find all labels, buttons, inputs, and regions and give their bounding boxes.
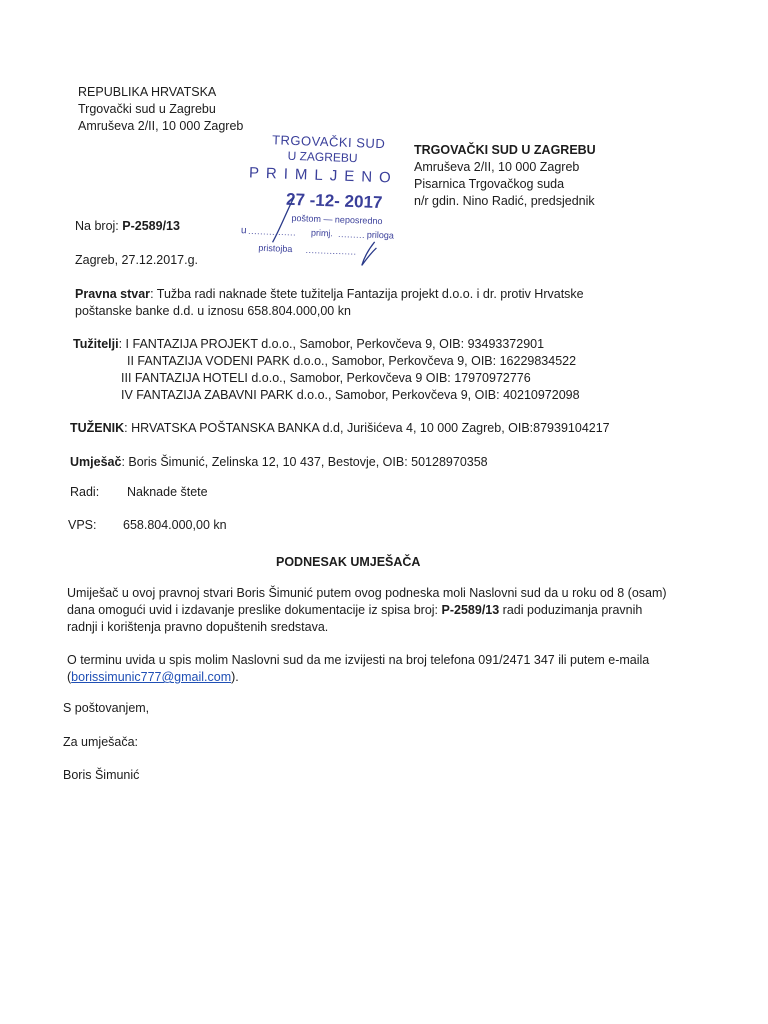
subject-label: Radi: [70,485,100,499]
stamp-row1: poštom — neposredno [291,212,383,227]
plaintiff-2: II FANTAZIJA VODENI PARK d.o.o., Samobor, Perkovčeva 9, OIB: 16229834522 [127,354,577,368]
received-stamp [230,128,415,276]
body-p1-text-a: Umiješač u ovoj pravnoj stvari Boris Šimunić putem ovog podneska moli Naslovni sud da u roku od 8 (osam) dana omogući uvid i izdavanje preslike dokumentacije iz spisa broj: [67,586,667,617]
legal-matter-line2: poštanske banke d.d. u iznosu 658.804.000,00 kn [75,304,351,318]
subject-value: Naknade štete [127,485,208,499]
plaintiff-3: III FANTAZIJA HOTELI d.o.o., Samobor, Perkovčeva 9 OIB: 17970972776 [121,371,531,385]
body-p2-text-a: O terminu uvida u spis molim Naslovni sud da me izvijesti na broj telefona 091/2471 347 ili putem e-maila ( [67,653,650,684]
court-header-line2: Trgovački sud u Zagrebu [78,102,216,116]
case-number [75,218,180,234]
legal-matter-label: Pravna stvar [75,287,151,301]
claim-value: 658.804.000,00 kn [123,518,227,532]
case-number-value: P-2589/13 [122,219,180,233]
defendant-text: : HRVATSKA POŠTANSKA BANKA d.d, Jurišićeva 4, 10 000 Zagreb, OIB:87939104217 [124,421,610,435]
email-link[interactable]: borissimunic777@gmail.com [71,670,232,684]
court-header-line1: REPUBLIKA HRVATSKA [78,85,217,99]
defendant-label: TUŽENIK [70,421,125,435]
document-title: PODNESAK UMJEŠAČA [276,555,421,569]
legal-matter-text1: : Tužba radi naknade štete tužitelja Fantazija projekt d.o.o. i dr. protiv Hrvatske [150,287,584,301]
plaintiff-1 [73,336,544,352]
intervener-label: Umješač [70,455,122,469]
plaintiff-4: IV FANTAZIJA ZABAVNI PARK d.o.o., Samobor, Perkovčeva 9, OIB: 40210972098 [121,388,580,402]
recipient-line4: n/r gdin. Nino Radić, predsjednik [414,194,595,208]
recipient-line1: TRGOVAČKI SUD U ZAGREBU [414,143,596,157]
body-p1-case: P-2589/13 [441,603,500,617]
defendant [70,420,610,436]
intervener-text: : Boris Šimunić, Zelinska 12, 10 437, Bestovje, OIB: 50128970358 [121,455,488,469]
stamp-row3: pristojba [258,242,293,254]
closing-for: Za umješača: [63,735,139,749]
plaintiffs-label: Tužitelji [73,337,119,351]
stamp-row2-c: priloga [366,229,395,241]
body-paragraph-1 [67,585,667,636]
stamp-row2-a: u [240,225,247,237]
closing-name: Boris Šimunić [63,768,140,782]
stamp-date: 27 -12- 2017 [285,189,383,213]
body-paragraph-2 [67,652,667,686]
intervener [70,454,488,470]
stamp-row2-b: primj. [310,227,334,239]
legal-matter-line1 [75,286,584,302]
stamp-line1: TRGOVAČKI SUD [271,132,386,152]
body-p1-text-b: radi poduzimanja pravnih radnji i korištenja pravno dopuštenih sredstava. [67,603,643,634]
closing-regards: S poštovanjem, [63,701,150,715]
claim-value-label: VPS: [68,518,97,532]
place-date: Zagreb, 27.12.2017.g. [75,253,199,267]
stamp-line3: PRIMLJENO [248,164,399,187]
plaintiff-1-text: : I FANTAZIJA PROJEKT d.o.o., Samobor, Perkovčeva 9, OIB: 93493372901 [118,337,545,351]
body-p2-text-b: ). [231,670,239,684]
case-number-label: Na broj: [75,219,119,233]
court-header-line3: Amruševa 2/II, 10 000 Zagreb [78,119,244,133]
recipient-line2: Amruševa 2/II, 10 000 Zagreb [414,160,580,174]
recipient-line3: Pisarnica Trgovačkog suda [414,177,565,191]
stamp-line2: U ZAGREBU [287,148,358,166]
